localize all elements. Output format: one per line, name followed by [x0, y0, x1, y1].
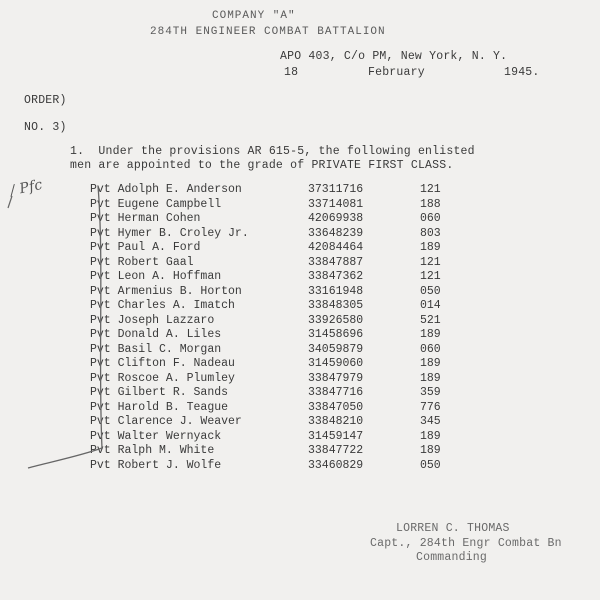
date-month: February — [368, 66, 425, 79]
serial-number: 37311716 — [308, 183, 364, 196]
soldier-name: Pvt Ralph M. White — [90, 444, 215, 457]
mos-code: 060 — [420, 212, 441, 225]
signatory-title: Capt., 284th Engr Combat Bn — [370, 537, 562, 550]
order-number: NO. 3) — [24, 121, 67, 134]
soldier-name: Pvt Donald A. Liles — [90, 328, 222, 341]
mos-code: 189 — [420, 429, 441, 443]
signatory-name: LORREN C. THOMAS — [396, 522, 510, 535]
soldier-name: Pvt Charles A. Imatch — [90, 299, 235, 312]
soldier-name: Pvt Clarence J. Weaver — [90, 415, 242, 428]
soldier-name: Pvt Eugene Campbell — [90, 197, 222, 211]
soldier-name: Pvt Joseph Lazzaro — [90, 313, 215, 327]
soldier-name: Pvt Robert J. Wolfe — [90, 458, 222, 472]
mos-code: 121 — [420, 183, 441, 196]
mos-code: 189 — [420, 328, 441, 341]
soldier-name: Pvt Herman Cohen — [90, 212, 201, 225]
mos-code: 189 — [420, 357, 441, 370]
serial-number: 33847887 — [308, 255, 364, 269]
soldier-name: Pvt Adolph E. Anderson — [90, 183, 242, 196]
serial-number: 33926580 — [308, 313, 364, 327]
apo-address: APO 403, C/o PM, New York, N. Y. — [280, 50, 508, 63]
soldier-name: Pvt Basil C. Morgan — [90, 342, 222, 356]
soldier-name: Pvt Gilbert R. Sands — [90, 386, 229, 399]
mos-code: 189 — [420, 444, 441, 457]
soldier-name: Pvt Clifton F. Nadeau — [90, 357, 235, 370]
mos-code: 359 — [420, 386, 441, 399]
mos-code: 121 — [420, 255, 441, 269]
mos-code: 345 — [420, 415, 441, 428]
soldier-name: Pvt Walter Wernyack — [90, 429, 222, 443]
serial-number: 33847722 — [308, 444, 364, 457]
soldier-name: Pvt Hymer B. Croley Jr. — [90, 226, 249, 240]
body-line-1: 1. Under the provisions AR 615-5, the following enlisted — [70, 145, 475, 158]
soldier-name: Pvt Roscoe A. Plumley — [90, 371, 235, 385]
mos-code: 189 — [420, 371, 441, 385]
serial-number: 33847979 — [308, 371, 364, 385]
mos-code: 050 — [420, 458, 441, 472]
soldier-name: Pvt Paul A. Ford — [90, 241, 201, 254]
body-line-2: men are appointed to the grade of PRIVATE FIRST CLASS. — [70, 159, 454, 172]
date-day: 18 — [284, 66, 299, 79]
serial-number: 33848210 — [308, 415, 364, 428]
soldier-name: Pvt Robert Gaal — [90, 255, 194, 269]
signatory-role: Commanding — [416, 551, 488, 564]
serial-number: 42069938 — [308, 212, 364, 225]
serial-number: 33161948 — [308, 284, 364, 298]
mos-code: 189 — [420, 241, 441, 254]
mos-code: 060 — [420, 342, 441, 356]
serial-number: 33714081 — [308, 197, 364, 211]
soldier-name: Pvt Harold B. Teague — [90, 400, 229, 414]
serial-number: 33648239 — [308, 226, 364, 240]
mos-code: 803 — [420, 226, 441, 240]
mos-code: 121 — [420, 270, 441, 283]
company-heading: COMPANY "A" — [212, 10, 296, 22]
serial-number: 33848305 — [308, 299, 364, 312]
serial-number: 33847362 — [308, 270, 364, 283]
serial-number: 34059879 — [308, 342, 364, 356]
mos-code: 776 — [420, 400, 441, 414]
serial-number: 33460829 — [308, 458, 364, 472]
mos-code: 014 — [420, 299, 441, 312]
mos-code: 188 — [420, 197, 441, 211]
serial-number: 31459147 — [308, 429, 364, 443]
serial-number: 33847716 — [308, 386, 364, 399]
soldier-name: Pvt Leon A. Hoffman — [90, 270, 222, 283]
serial-number: 31458696 — [308, 328, 364, 341]
battalion-heading: 284TH ENGINEER COMBAT BATTALION — [150, 26, 386, 38]
order-label: ORDER) — [24, 94, 67, 107]
mos-code: 050 — [420, 284, 441, 298]
serial-number: 42084464 — [308, 241, 364, 254]
soldier-name: Pvt Armenius B. Horton — [90, 284, 242, 298]
serial-number: 33847050 — [308, 400, 364, 414]
date-year: 1945. — [504, 66, 540, 79]
margin-note: / Pfc — [8, 176, 44, 200]
serial-number: 31459060 — [308, 357, 364, 370]
mos-code: 521 — [420, 313, 441, 327]
